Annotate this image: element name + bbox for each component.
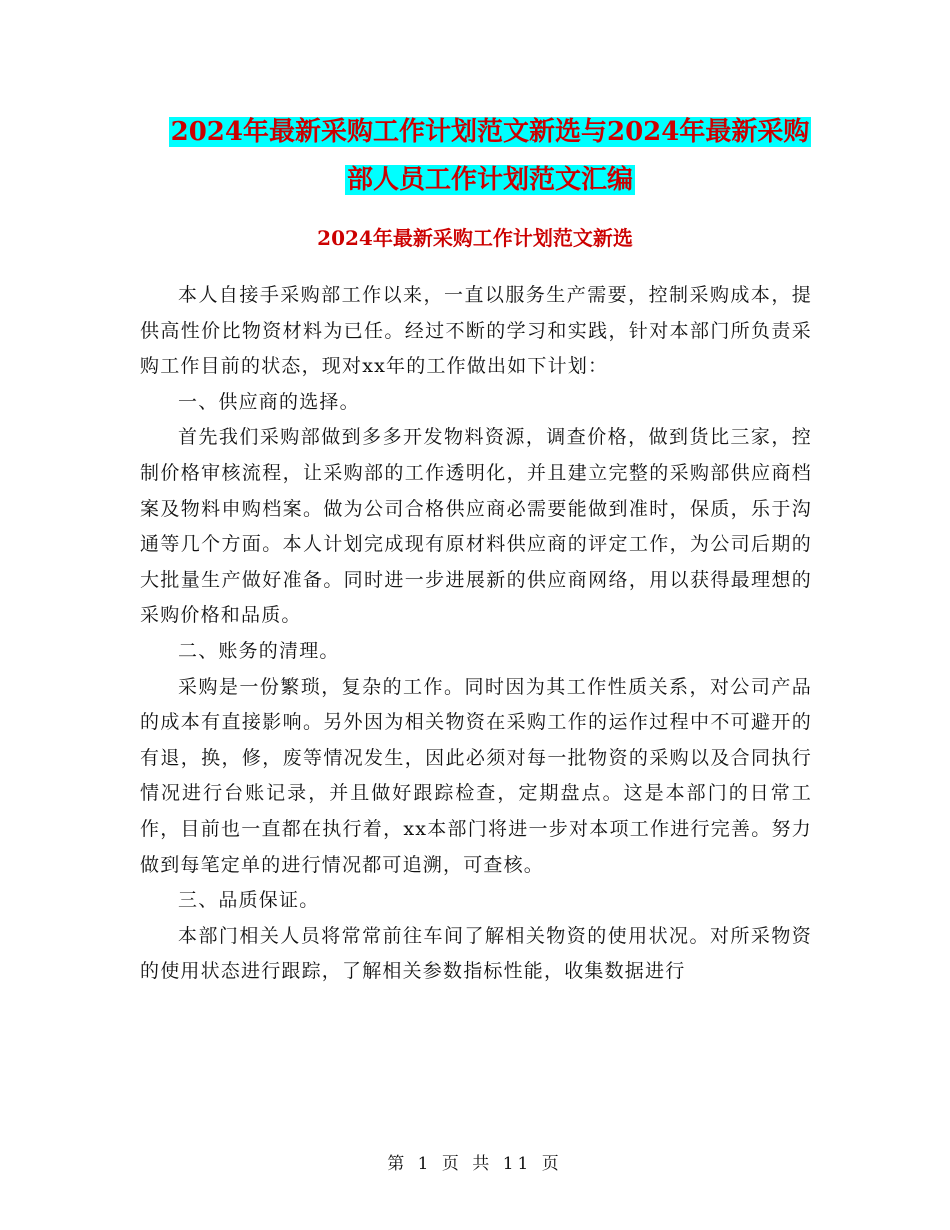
document-title-line1: 2024年最新采购工作计划范文新选与2024年最新采购 — [170, 117, 810, 147]
heading-supplier-selection: 一、供应商的选择。 — [178, 390, 360, 413]
paragraph-supplier-selection: 首先我们采购部做到多多开发物料资源，调查价格，做到货比三家，控制价格审核流程，让采购部的工作透明化，并且建立完整的采购部供应商档案及物料申购档案。做为公司合格供应商必需要能做到准时，保质，乐于沟通等几个方面。本人计划完成现有原材料供应商的评定工作，为公司后期的大批量生产做好准备。同时进一步进展新的供应商网络，用以获得最理想的采购价格和品质。 — [140, 426, 812, 627]
document-body — [140, 278, 812, 990]
paragraph-intro: 本人自接手采购部工作以来，一直以服务生产需要，控制采购成本，提供高性价比物资材料为已任。经过不断的学习和实践，针对本部门所负责采购工作目前的状态，现对xx年的工作做出如下计划： — [140, 284, 812, 378]
heading-quality-assurance: 三、品质保证。 — [178, 889, 320, 912]
heading-account-cleanup: 二、账务的清理。 — [178, 639, 340, 662]
section-title: 2024年最新采购工作计划范文新选 — [317, 226, 633, 250]
document-title — [140, 108, 840, 204]
paragraph-account-cleanup: 采购是一份繁琐，复杂的工作。同时因为其工作性质关系，对公司产品的成本有直接影响。另外因为相关物资在采购工作的运作过程中不可避开的有退，换，修，废等情况发生，因此必须对每一批物资的采购以及合同执行情况进行台账记录，并且做好跟踪检查，定期盘点。这是本部门的日常工作，目前也一直都在执行着，xx本部门将进一步对本项工作进行完善。努力做到每笔定单的进行情况都可追溯，可查核。 — [140, 675, 812, 876]
document-title-line2: 部人员工作计划范文汇编 — [346, 165, 633, 195]
page-number-footer: 第 1 页 共 11 页 — [387, 1154, 563, 1174]
paragraph-quality-assurance: 本部门相关人员将常常前往车间了解相关物资的使用状况。对所采物资的使用状态进行跟踪，了解相关参数指标性能，收集数据进行 — [140, 924, 812, 983]
